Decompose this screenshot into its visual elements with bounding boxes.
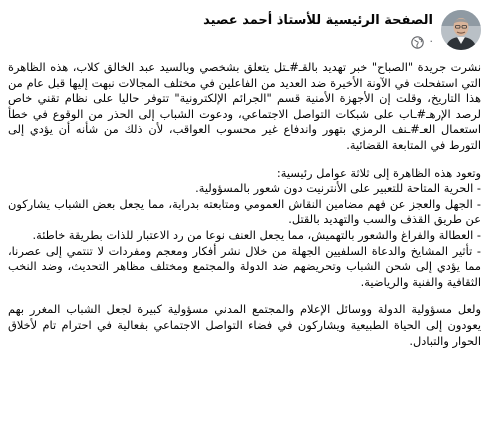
meta-separator: · [429, 35, 433, 48]
post-body [8, 60, 481, 349]
avatar[interactable] [441, 10, 481, 50]
profile-photo-icon [441, 10, 481, 50]
post-paragraph-2: وتعود هذه الظاهرة إلى ثلاثة عوامل رئيسية: - الحرية المتاحة للتعبير على الأنترنيت دون شعور بالمسؤولية. - الجهل والعجز عن فهم مضامين النقاش العمومي ومتابعته بدراية، مما يجعل بعض الشباب يشاركون عن طريق القذف والسب والتهديد بالقتل. - العطالة والفراغ والشعور بالتهميش، مما يجعل العنف نوعا من رد الاعتبار للذات بطريقة خاطئة. - تأثير المشايخ والدعاة السلفيين الجهلة من خلال نشر أفكار ومعجم ومفردات لا تنتمي إلى عصرنا، مما يؤدي إلى شحن الشباب وتحريضهم ضد الدولة والمجتمع ومختلف مظاهر التحديث، وضد النخب الثقافية والفنية والرياضية. [8, 165, 481, 289]
post-header [10, 8, 481, 56]
paragraph-gap [8, 290, 481, 302]
author-name[interactable]: الصفحة الرئيسية للأستاذ أحمد عصيد [203, 13, 433, 28]
paragraph-gap [8, 154, 481, 166]
post-paragraph-3: ولعل مسؤولية الدولة ووسائل الإعلام والمجتمع المدني مسؤولية كبيرة لجعل الشباب المغرر بهم يعودون إلى الحياة الطبيعية ويشاركون في فضاء التواصل الاجتماعي بفعالية في احترام تام لأخلاق الحوار والتبادل. [8, 302, 481, 348]
post-subline [203, 34, 433, 50]
post-paragraph-1: نشرت جريدة "الصباح" خبر تهديد بالقـ#ـتل يتعلق بشخصي وبالسيد عبد الخالق كلاب، هذه الظاهرة التي استفحلت في الآونة الأخيرة ضد العديد من الفاعلين في مختلف المجالات نبهت إليها قبل عام من هذا التاريخ، وقلت إن الأجهزة الأمنية قسم "الجرائم الإلكترونية" تتوفر حاليا على نظام تقني خاص لرصد الإرهـ#ـاب على شبكات التواصل الاجتماعي، ودعوت الشباب إلى الحذر من الوقوع في خطأ استعمال العـ#ـنف الرمزي بتهور واندفاع غير محسوب العواقب، لأن ذلك من شأنه أن يؤدي إلى التورط في المتابعة القضائية. [8, 60, 481, 152]
post-meta [203, 12, 433, 50]
globe-icon[interactable] [411, 36, 424, 49]
